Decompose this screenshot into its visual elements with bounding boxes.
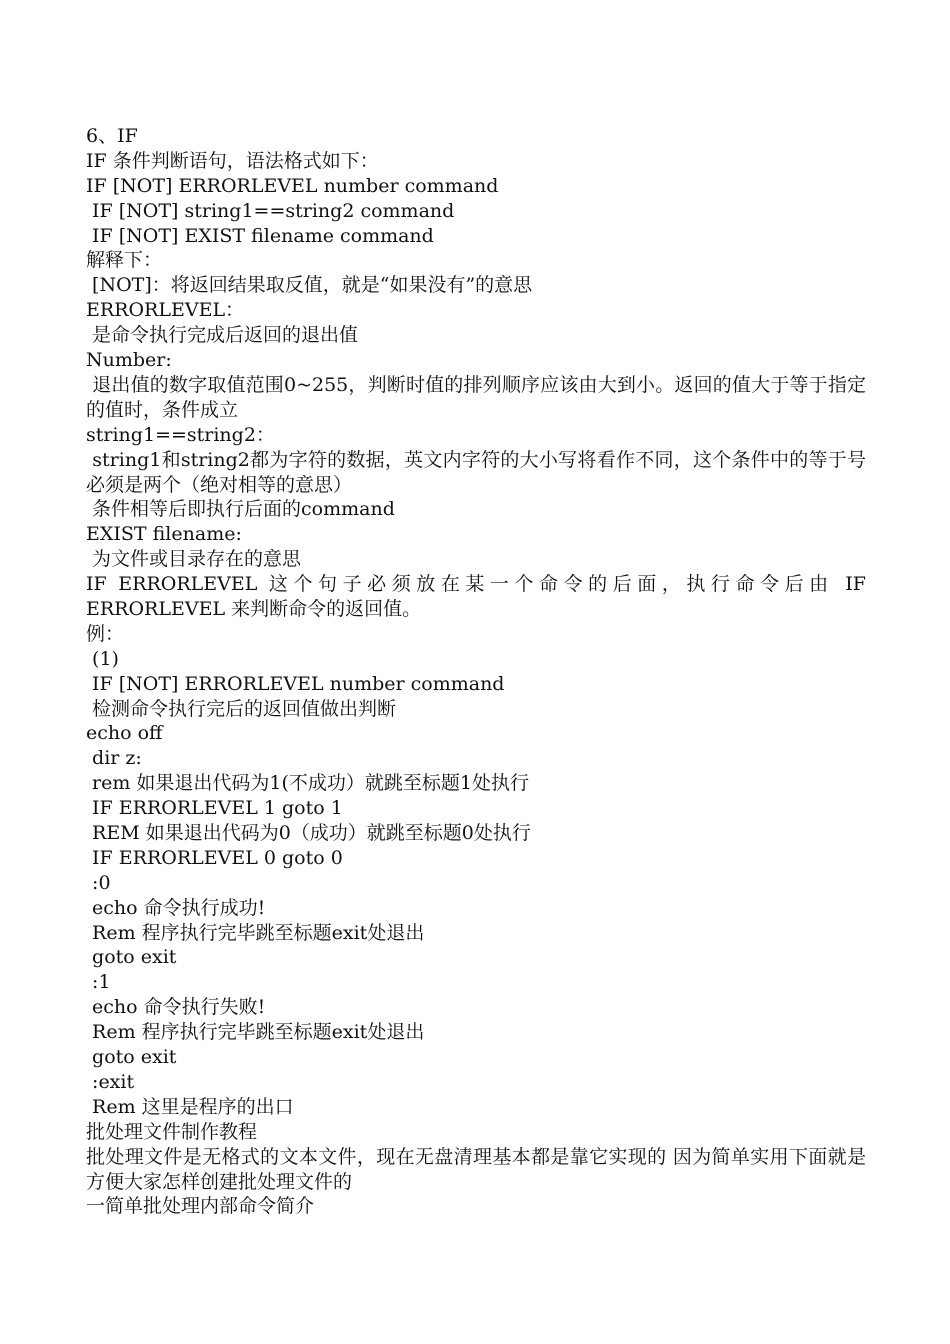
code-line: goto exit bbox=[86, 1046, 177, 1069]
code-line: Rem 程序执行完毕跳至标题exit处退出 bbox=[86, 921, 425, 944]
code-line: goto exit bbox=[86, 946, 177, 969]
code-line: echo 命令执行失败! bbox=[86, 996, 266, 1019]
document-page bbox=[86, 124, 873, 1219]
section-heading: 一简单批处理内部命令简介 bbox=[86, 1195, 315, 1218]
text-line: 是命令执行完成后返回的退出值 bbox=[86, 324, 359, 347]
paragraph: 批处理文件是无格式的文本文件，现在无盘清理基本都是靠它实现的 因为简单实用下面就是方便大家怎样创建批处理文件的 bbox=[86, 1145, 866, 1193]
term-heading: string1==string2： bbox=[86, 423, 275, 446]
code-line: :exit bbox=[86, 1070, 135, 1093]
text-line: [NOT]：将返回结果取反值，就是“如果没有”的意思 bbox=[86, 274, 533, 297]
section-heading-if: 6、IF bbox=[86, 125, 138, 147]
code-line: Rem 程序执行完毕跳至标题exit处退出 bbox=[86, 1021, 425, 1044]
term-heading: EXIST filename: bbox=[86, 523, 242, 546]
code-line: :0 bbox=[86, 871, 111, 894]
syntax-line: IF [NOT] string1==string2 command bbox=[86, 199, 455, 222]
code-line: dir z: bbox=[86, 747, 142, 770]
text-line: IF 条件判断语句，语法格式如下： bbox=[86, 149, 379, 172]
term-heading: Number: bbox=[86, 349, 172, 372]
paragraph: IF ERRORLEVEL 这个句子必须放在某一个命令的后面，执行命令后由 IF ERRORLEVEL 来判断命令的返回值。 bbox=[86, 573, 873, 620]
text-line: 为文件或目录存在的意思 bbox=[86, 548, 302, 571]
code-line: echo off bbox=[86, 722, 163, 745]
paragraph: 退出值的数字取值范围0~255，判断时值的排列顺序应该由大到小。返回的值大于等于指定的值时，条件成立 bbox=[86, 373, 866, 421]
text-line: 例： bbox=[86, 622, 125, 645]
code-line: rem 如果退出代码为1(不成功）就跳至标题1处执行 bbox=[86, 772, 530, 795]
term-heading: ERRORLEVEL： bbox=[86, 299, 245, 322]
syntax-line: IF [NOT] ERRORLEVEL number command bbox=[86, 672, 505, 695]
syntax-line: IF [NOT] EXIST filename command bbox=[86, 224, 434, 247]
text-line: 条件相等后即执行后面的command bbox=[86, 498, 395, 521]
text-line: 检测命令执行完后的返回值做出判断 bbox=[86, 697, 397, 720]
text-line: 解释下： bbox=[86, 249, 163, 272]
code-line: echo 命令执行成功! bbox=[86, 896, 266, 919]
paragraph: string1和string2都为字符的数据，英文内字符的大小写将看作不同，这个条件中的等于号必须是两个（绝对相等的意思） bbox=[86, 448, 866, 496]
section-heading: 批处理文件制作教程 bbox=[86, 1120, 258, 1143]
example-number: (1) bbox=[86, 647, 119, 670]
code-line: :1 bbox=[86, 971, 111, 994]
code-line: IF ERRORLEVEL 0 goto 0 bbox=[86, 846, 343, 869]
code-line: Rem 这里是程序的出口 bbox=[86, 1095, 294, 1118]
code-line: REM 如果退出代码为0（成功）就跳至标题0处执行 bbox=[86, 822, 531, 845]
syntax-line: IF [NOT] ERRORLEVEL number command bbox=[86, 174, 499, 197]
code-line: IF ERRORLEVEL 1 goto 1 bbox=[86, 797, 343, 820]
